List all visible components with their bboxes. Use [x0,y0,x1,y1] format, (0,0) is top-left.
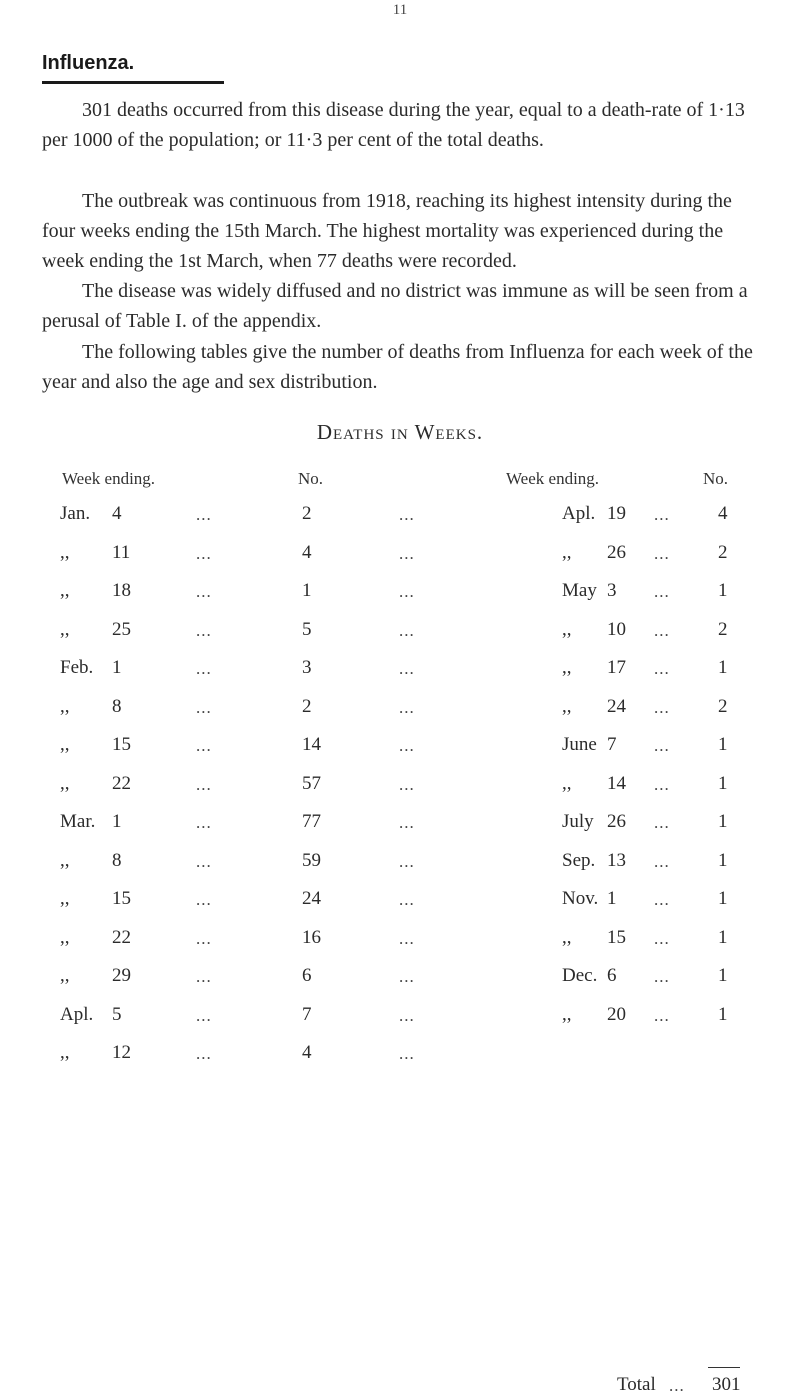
leader-dots: ... [654,697,670,717]
row-day-right: 26 [607,811,626,832]
leader-dots: ... [196,1005,212,1025]
row-month-left: ,, [60,618,70,640]
row-count-left: 1 [302,580,312,601]
row-count-right: 2 [718,618,728,640]
column-header-no-right: No. [703,469,729,488]
leader-dots: ... [654,928,670,948]
leader-dots: ... [399,697,415,717]
section-heading: Influenza. [42,52,135,74]
row-count-left: 2 [302,695,312,717]
row-day-left: 4 [112,503,122,524]
row-day-left: 8 [112,695,122,717]
leader-dots: ... [399,774,415,794]
row-count-left: 2 [302,503,312,524]
leader-dots: ... [654,543,670,563]
leader-dots: ... [399,736,415,755]
leader-dots: ... [196,659,212,678]
leader-dots: ... [399,620,415,640]
leader-dots: ... [654,967,670,986]
row-month-left: ,, [60,888,70,909]
row-month-right: ,, [562,926,572,948]
row-count-left: 7 [302,1003,312,1025]
row-count-left: 5 [302,618,312,640]
leader-dots: ... [399,1005,415,1025]
row-day-left: 18 [112,580,131,601]
row-month-right: ,, [562,541,572,563]
total-value: 301 [712,1374,741,1395]
page-number: 11 [392,2,408,18]
total-label: Total [617,1374,656,1395]
row-count-left: 24 [302,888,321,909]
leader-dots: ... [196,736,212,755]
row-month-right: Apl. [562,503,596,524]
row-day-left: 8 [112,849,122,871]
row-day-right: 19 [607,503,626,524]
row-count-left: 77 [302,811,321,832]
row-day-right: 14 [607,772,626,794]
paragraph-tables-intro: The following tables give the number of deaths from Influenza for each week of the year and also the age and sex distribution. [42,341,753,393]
row-day-right: 15 [607,926,626,948]
row-count-right: 1 [718,811,728,832]
leader-dots: ... [196,620,212,640]
leader-dots: ... [654,851,670,871]
leader-dots: ... [654,582,670,601]
row-count-left: 16 [302,926,321,948]
leader-dots: ... [196,697,212,717]
leader-dots: ... [399,582,415,601]
leader-dots: ... [196,582,212,601]
row-day-right: 24 [607,695,626,717]
row-day-right: 20 [607,1003,626,1025]
leader-dots: ... [196,851,212,871]
leader-dots: ... [196,1044,212,1063]
row-day-left: 11 [112,541,131,563]
row-month-left: Jan. [60,503,91,524]
leader-dots: ... [196,774,212,794]
paragraph-death-rate: 301 deaths occurred from this disease during the year, equal to a death-rate of 1·13 per 1000 of the population; or 11·3 per cent of the total deaths. [42,99,745,151]
row-month-right: Sep. [562,849,596,871]
row-month-right: ,, [562,772,572,794]
row-month-left: Mar. [60,811,96,832]
row-day-left: 29 [112,965,131,986]
row-count-left: 3 [302,657,312,678]
column-header-week-ending-right: Week ending. [506,469,600,488]
row-month-left: ,, [60,772,70,794]
table-title: Deaths in Weeks. [316,420,484,444]
leader-dots: ... [654,890,670,909]
row-count-right: 2 [718,695,728,717]
row-count-right: 1 [718,734,728,755]
row-month-left: ,, [60,695,70,717]
row-count-right: 1 [718,926,728,948]
row-month-right: ,, [562,1003,572,1025]
row-month-left: ,, [60,1042,70,1063]
row-day-right: 17 [607,657,626,678]
row-day-left: 15 [112,734,131,755]
leader-dots: ... [196,505,212,524]
leader-dots: ... [654,1005,670,1025]
leader-dots: ... [399,890,415,909]
row-count-right: 1 [718,1003,728,1025]
row-count-right: 1 [718,849,728,871]
row-day-right: 26 [607,541,626,563]
leader-dots: ... [654,736,670,755]
row-day-right: 10 [607,618,626,640]
row-month-left: Apl. [60,1003,94,1025]
row-count-left: 6 [302,965,312,986]
row-count-right: 2 [718,541,728,563]
row-month-left: ,, [60,965,70,986]
row-count-right: 1 [718,772,728,794]
row-month-left: ,, [60,580,70,601]
row-count-right: 1 [718,657,728,678]
row-count-left: 59 [302,849,321,871]
row-count-left: 57 [302,772,321,794]
leader-dots: ... [196,967,212,986]
row-day-left: 5 [112,1003,122,1025]
row-month-right: ,, [562,695,572,717]
leader-dots: ... [654,505,670,524]
row-count-right: 1 [718,965,728,986]
row-count-right: 1 [718,888,728,909]
leader-dots: ... [399,813,415,832]
row-day-left: 1 [112,657,122,678]
row-day-left: 22 [112,926,131,948]
row-count-left: 4 [302,1042,312,1063]
leader-dots: ... [399,851,415,871]
row-day-left: 15 [112,888,131,909]
leader-dots: ... [196,928,212,948]
leader-dots: ... [399,928,415,948]
row-month-right: Dec. [562,965,598,986]
row-month-left: Feb. [60,657,94,678]
row-count-right: 1 [718,580,728,601]
row-day-left: 12 [112,1042,131,1063]
row-day-left: 25 [112,618,131,640]
paragraph-outbreak: The outbreak was continuous from 1918, reaching its highest intensity during the four weeks ending the 15th March. The highest mortality was experienced during the week ending the 1st March, when 77 deaths were recorded. [42,190,732,272]
row-day-right: 3 [607,580,617,601]
row-day-left: 22 [112,772,131,794]
leader-dots: ... [654,813,670,832]
row-count-right: 4 [718,503,728,524]
column-header-week-ending-left: Week ending. [62,469,156,488]
row-day-right: 6 [607,965,617,986]
leader-dots: ... [399,659,415,678]
row-month-right: July [562,811,594,832]
row-day-right: 1 [607,888,617,909]
row-month-right: ,, [562,657,572,678]
row-month-left: ,, [60,926,70,948]
row-count-left: 4 [302,541,312,563]
leader-dots: ... [399,967,415,986]
row-month-left: ,, [60,541,70,563]
leader-dots: ... [196,813,212,832]
total-rule [708,1367,740,1368]
column-header-no-left: No. [298,469,324,488]
leader-dots: ... [654,659,670,678]
leader-dots: ... [196,890,212,909]
row-month-right: May [562,580,597,601]
leader-dots: ... [399,505,415,524]
row-day-right: 7 [607,734,617,755]
row-month-right: June [562,734,597,755]
row-month-right: ,, [562,618,572,640]
leader-dots: ... [654,620,670,640]
row-month-left: ,, [60,734,70,755]
heading-underline [42,81,224,84]
row-day-right: 13 [607,849,626,871]
row-month-left: ,, [60,849,70,871]
leader-dots: ... [399,543,415,563]
row-day-left: 1 [112,811,122,832]
row-month-right: Nov. [562,888,599,909]
total-leader-dots: ... [669,1376,685,1395]
leader-dots: ... [399,1044,415,1063]
leader-dots: ... [654,774,670,794]
row-count-left: 14 [302,734,321,755]
leader-dots: ... [196,543,212,563]
paragraph-diffusion: The disease was widely diffused and no district was immune as will be seen from a perusal of Table I. of the appendix. [42,280,748,332]
